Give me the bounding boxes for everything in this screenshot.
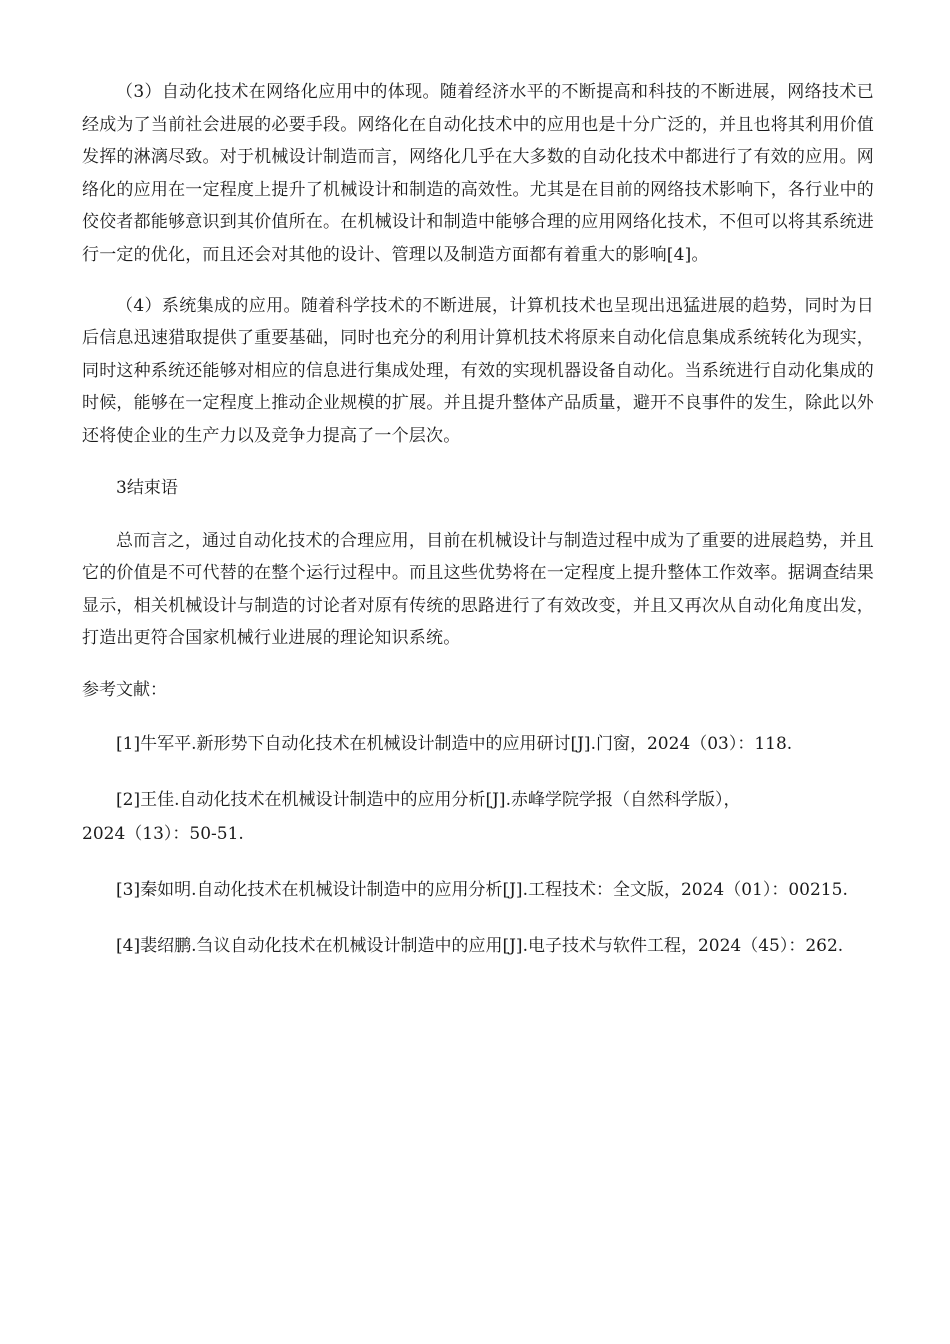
- paragraph-networking: （3）自动化技术在网络化应用中的体现。随着经济水平的不断提高和科技的不断进展，网络技术已经成为了当前社会进展的必要手段。网络化在自动化技术中的应用也是十分广泛的，并且也将其利用价值发挥的淋漓尽致。对于机械设计制造而言，网络化几乎在大多数的自动化技术中都进行了有效的应用。网络化的应用在一定程度上提升了机械设计和制造的高效性。尤其是在目前的网络技术影响下，各行业中的佼佼者都能够意识到其价值所在。在机械设计和制造中能够合理的应用网络化技术，不但可以将其系统进行一定的优化，而且还会对其他的设计、管理以及制造方面都有着重大的影响[4]。: [82, 82, 874, 265]
- reference-item-4: [4]裴绍鹏.刍议自动化技术在机械设计制造中的应用[J].电子技术与软件工程，2024（45）：262.: [116, 935, 844, 956]
- references-title: 参考文献：: [82, 679, 167, 700]
- reference-item-2: [2]王佳.自动化技术在机械设计制造中的应用分析[J].赤峰学院学报（自然科学版），2024（13）：50-51.: [82, 789, 741, 844]
- paragraph-conclusion: 总而言之，通过自动化技术的合理应用，目前在机械设计与制造过程中成为了重要的进展趋势，并且它的价值是不可代替的在整个运行过程中。而且这些优势将在一定程度上提升整体工作效率。据调查结果显示，相关机械设计与制造的讨论者对原有传统的思路进行了有效改变，并且又再次从自动化角度出发，打造出更符合国家机械行业进展的理论知识系统。: [82, 530, 874, 649]
- paragraph-system-integration: （4）系统集成的应用。随着科学技术的不断进展，计算机技术也呈现出迅猛进展的趋势，同时为日后信息迅速猎取提供了重要基础，同时也充分的利用计算机技术将原来自动化信息集成系统转化为现实，同时这种系统还能够对相应的信息进行集成处理，有效的实现机器设备自动化。当系统进行自动化集成的时候，能够在一定程度上推动企业规模的扩展。并且提升整体产品质量，避开不良事件的发生，除此以外还将使企业的生产力以及竞争力提高了一个层次。: [82, 295, 874, 446]
- section-heading-conclusion: 3结束语: [116, 477, 178, 498]
- reference-item-1: [1]牛军平.新形势下自动化技术在机械设计制造中的应用研讨[J].门窗，2024（03）：118.: [116, 733, 793, 754]
- reference-item-3: [3]秦如明.自动化技术在机械设计制造中的应用分析[J].工程技术：全文版，2024（01）：00215.: [116, 879, 848, 900]
- document-page: [82, 76, 874, 985]
